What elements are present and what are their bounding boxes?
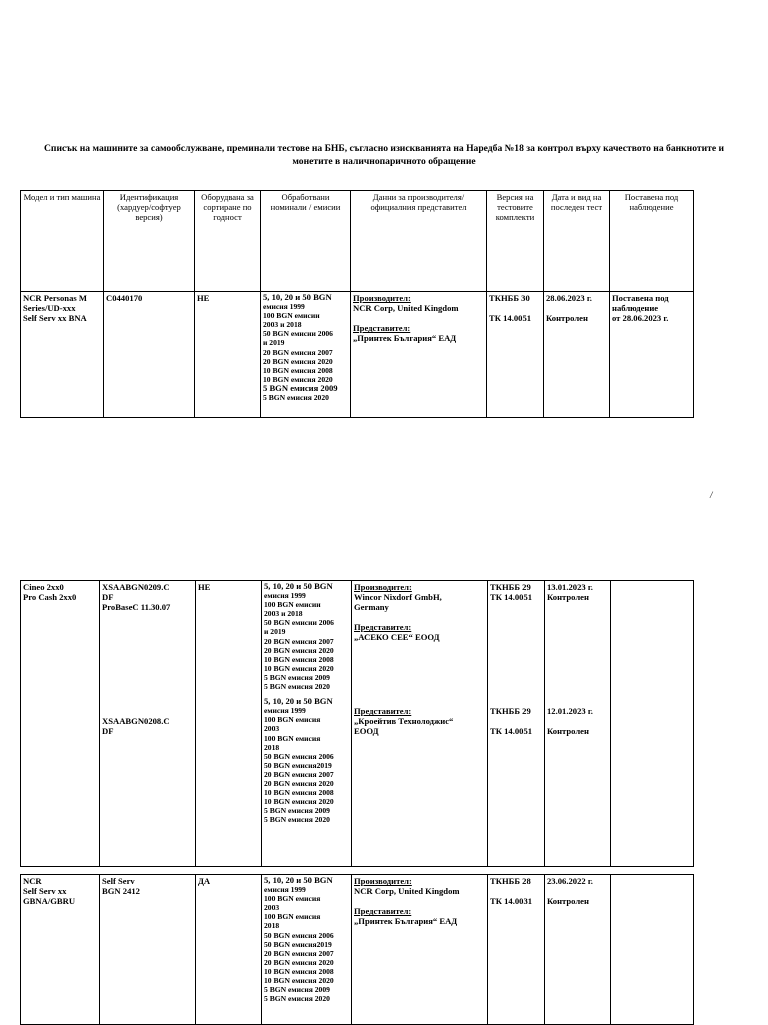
watch-cell: Поставена под наблюдение от 28.06.2023 г. bbox=[610, 292, 694, 418]
sorting-cell: НЕ bbox=[196, 581, 262, 867]
maker-cell: Производител: NCR Corp, United Kingdom Представител: „Принтек България“ ЕАД bbox=[352, 875, 488, 1025]
gap-row bbox=[21, 867, 694, 875]
sorting-cell: НЕ bbox=[195, 292, 261, 418]
document-title: Списък на машините за самообслужване, преминали тестове на БНБ, съгласно изискванията на Наредба №18 за контрол върху качеството на банкнотите и монетите в наличнопаричното обращение bbox=[43, 143, 725, 167]
ident-cell: XSAABGN0209.C DF ProBaseC 11.30.07 XSAABGN0208.C DF bbox=[100, 581, 196, 867]
header-model: Модел и тип машина bbox=[21, 191, 104, 292]
model-cell: NCR Personas M Series/UD-xxx Self Serv xx BNA bbox=[21, 292, 104, 418]
ident-cell: C0440170 bbox=[104, 292, 195, 418]
table-row bbox=[21, 875, 694, 1025]
machines-table-page2 bbox=[20, 580, 694, 1025]
sorting-cell: ДА bbox=[196, 875, 262, 1025]
page-marker: / bbox=[710, 490, 713, 500]
header-watch: Поставена под наблюдение bbox=[610, 191, 694, 292]
denoms-cell: 5, 10, 20 и 50 BGN емисия 1999 100 BGN емисии 2003 и 2018 50 BGN емисии 2006 и 2019 20 BGN емисия 2007 20 BGN емисия 2020 10 BGN емисия 2008 10 BGN емисия 2020 5 BGN емисия 2009 5 BGN емисия 2020 bbox=[261, 292, 351, 418]
ident-cell: Self Serv BGN 2412 bbox=[100, 875, 196, 1025]
table-row bbox=[21, 292, 694, 418]
header-denoms: Обработвани номинали / емисии bbox=[261, 191, 351, 292]
header-maker: Данни за производителя/официалния представител bbox=[351, 191, 487, 292]
date-cell: 23.06.2022 г. Контролен bbox=[545, 875, 611, 1025]
date-cell: 28.06.2023 г. Контролен bbox=[544, 292, 610, 418]
header-date: Дата и вид на последен тест bbox=[544, 191, 610, 292]
model-cell: Cineo 2xx0 Pro Cash 2xx0 bbox=[21, 581, 100, 867]
table-header-row bbox=[21, 191, 694, 292]
machines-table-page1 bbox=[20, 190, 694, 418]
watch-cell bbox=[611, 581, 694, 867]
kit-cell: ТКНББ 29 ТК 14.0051 ТКНББ 29 ТК 14.0051 bbox=[488, 581, 545, 867]
date-cell: 13.01.2023 г. Контролен 12.01.2023 г. Контролен bbox=[545, 581, 611, 867]
header-ident: Идентификация (хардуер/софтуер версия) bbox=[104, 191, 195, 292]
kit-cell: ТКНББ 30 ТК 14.0051 bbox=[487, 292, 544, 418]
table-row bbox=[21, 581, 694, 867]
maker-cell: Производител: NCR Corp, United Kingdom Представител: „Принтек България“ ЕАД bbox=[351, 292, 487, 418]
denoms-cell: 5, 10, 20 и 50 BGN емисия 1999 100 BGN емисия 2003 100 BGN емисия 2018 50 BGN емисия 2006 50 BGN емисия2019 20 BGN емисия 2007 20 BGN емисия 2020 10 BGN емисия 2008 10 BGN емисия 2020 5 BGN емисия 2009 5 BGN емисия 2020 bbox=[262, 875, 352, 1025]
header-kit: Версия на тестовите комплекти bbox=[487, 191, 544, 292]
maker-cell: Производител: Wincor Nixdorf GmbH, Germany Представител: „АСЕКО СЕЕ“ ЕООД Представител: „Кроейтив Технолоджис“ ЕООД bbox=[352, 581, 488, 867]
kit-cell: ТКНББ 28 ТК 14.0031 bbox=[488, 875, 545, 1025]
model-cell: NCR Self Serv xx GBNA/GBRU bbox=[21, 875, 100, 1025]
watch-cell bbox=[611, 875, 694, 1025]
denoms-cell: 5, 10, 20 и 50 BGN емисия 1999 100 BGN емисии 2003 и 2018 50 BGN емисии 2006 и 2019 20 BGN емисия 2007 20 BGN емисия 2020 10 BGN емисия 2008 10 BGN емисия 2020 5 BGN емисия 2009 5 BGN емисия 2020 5, 10, 20 и 50 BGN емисия 1999 100 BGN емисия 2003 100 BGN емисия 2018 50 BGN емисия 2006 50 BGN емисия2019 20 BGN емисия 2007 20 BGN емисия 2020 10 BGN емисия 2008 10 BGN емисия 2020 5 BGN емисия 2009 5 BGN емисия 2020 bbox=[262, 581, 352, 867]
header-sorting: Оборудвана за сортиране по годност bbox=[195, 191, 261, 292]
